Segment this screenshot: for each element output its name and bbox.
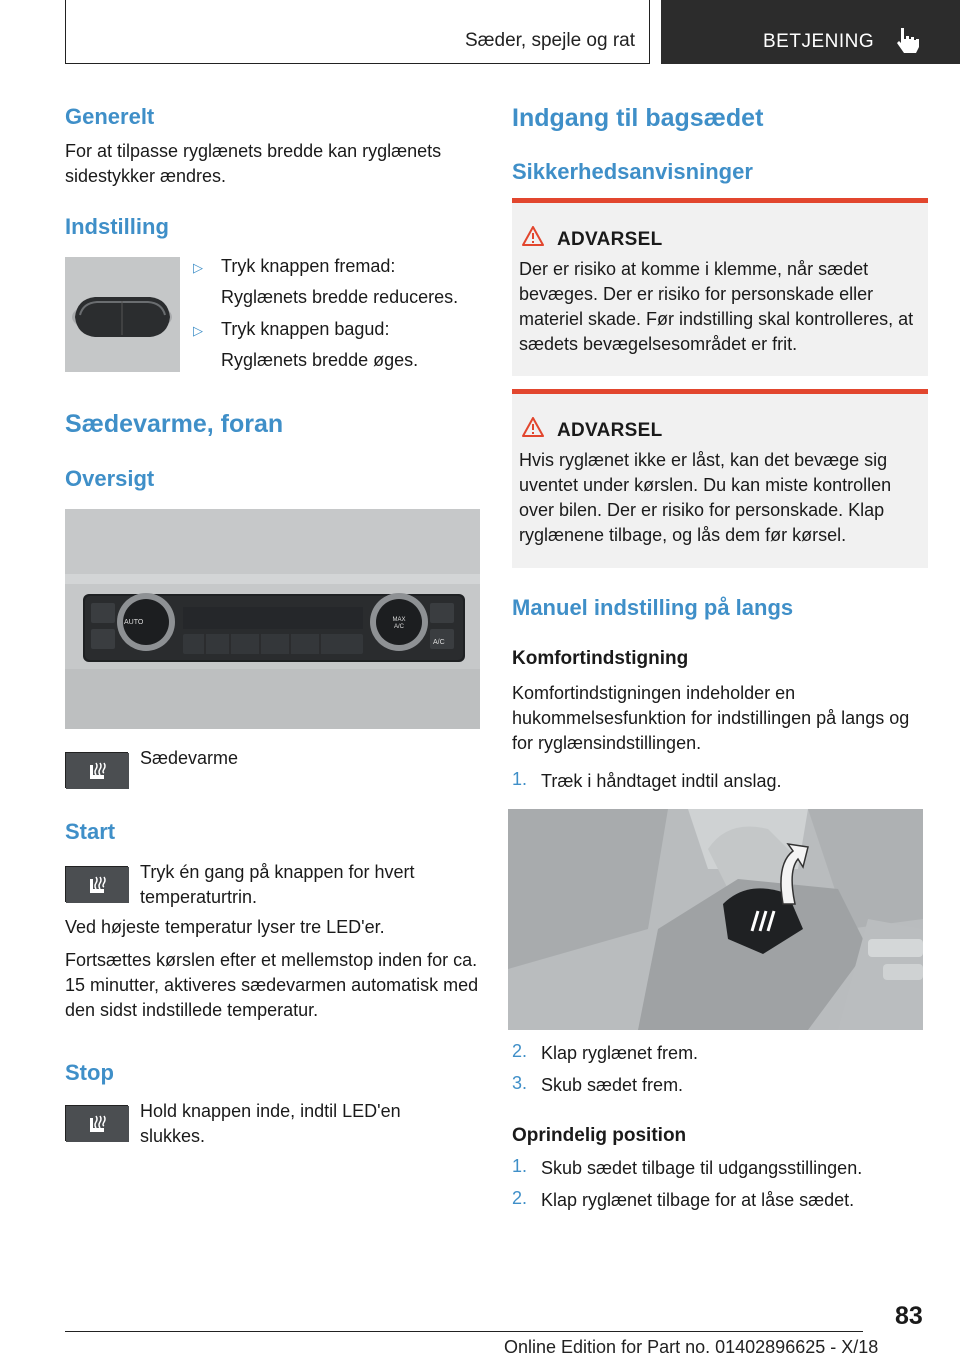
saedevarme-heading: Sædevarme, foran (65, 410, 284, 438)
start-paragraph-1: Ved højeste temperatur lyser tre LED'er. (65, 917, 385, 937)
oprindelig-heading: Oprindelig position (512, 1125, 687, 1146)
seat-heating-button-image (65, 752, 128, 788)
bullet-triangle: ▷ (193, 323, 203, 338)
step-number: 2. (512, 1188, 528, 1208)
warning-box-1 (512, 198, 928, 376)
warning-label-1: ADVARSEL (557, 229, 663, 250)
step-text: Træk i håndtaget indtil anslag. (541, 771, 782, 791)
stop-heading: Stop (65, 1060, 114, 1085)
header-chapter: Sæder, spejle og rat (464, 30, 635, 51)
oversigt-heading: Oversigt (65, 466, 155, 491)
panel-auto-label: AUTO (124, 619, 144, 626)
step-number: 3. (512, 1073, 528, 1093)
footer-divider (65, 1331, 863, 1332)
generelt-heading: Generelt (65, 104, 155, 129)
stop-text: Hold knappen inde, indtil LED'en slukkes. (140, 1101, 401, 1146)
seat-heating-button-image (65, 1105, 128, 1141)
backrest-button-image (65, 257, 180, 372)
step-text: Skub sædet frem. (541, 1075, 684, 1095)
komfort-heading: Komfortindstigning (512, 648, 689, 669)
warning-triangle-icon (522, 417, 544, 437)
climate-panel-image (65, 509, 480, 729)
step-number: 2. (512, 1041, 528, 1061)
start-heading: Start (65, 819, 116, 844)
indstilling-action-2: Tryk knappen bagud: (221, 319, 390, 339)
warning-text-2: Hvis ryglænet ikke er låst, kan det bevæge sig uventet under kørslen. Du kan miste kontrollen over bilen. Der er risiko for personskade. Klap ryglænene tilbage, og lås dem før kørsel. (519, 450, 892, 545)
indstilling-result-1: Ryglænets bredde reduceres. (221, 287, 459, 307)
start-text: Tryk én gang på knappen for hvert temperaturtrin. (140, 862, 415, 907)
step-number: 1. (512, 1156, 528, 1176)
sikkerhed-heading: Sikkerhedsanvisninger (512, 159, 753, 184)
seat-heating-button-image (65, 866, 128, 902)
header-chapter-box (65, 0, 650, 64)
step-text: Skub sædet tilbage til udgangsstillingen. (541, 1158, 863, 1178)
hand-pointer-icon (895, 26, 921, 54)
header-section: BETJENING (763, 31, 875, 52)
bullet-triangle: ▷ (193, 260, 203, 275)
warning-triangle-icon (522, 226, 544, 246)
indstilling-heading: Indstilling (65, 214, 169, 239)
step-text: Klap ryglænet frem. (541, 1043, 699, 1063)
indstilling-result-2: Ryglænets bredde øges. (221, 350, 419, 370)
seat-handle-image (508, 809, 923, 1030)
generelt-text: For at tilpasse ryglænets bredde kan ryglænets sidestykker ændres. (65, 141, 442, 186)
saedevarme-caption: Sædevarme (140, 748, 239, 768)
page-number: 83 (895, 1302, 923, 1330)
panel-ac-label: A/C (433, 639, 445, 646)
footer-edition: Online Edition for Part no. 01402896625 - X/18 (504, 1337, 879, 1357)
manuel-heading: Manuel indstilling på langs (512, 595, 794, 620)
header-section-box (661, 0, 960, 64)
indstilling-action-1: Tryk knappen fremad: (221, 256, 396, 276)
warning-text-1: Der er risiko at komme i klemme, når sædet bevæges. Der er risiko for personskade eller materiel skade. Før indstilling skal kontrolleres, at sædets bevægelsesområdet er frit. (519, 259, 914, 354)
step-number: 1. (512, 769, 528, 789)
indgang-heading: Indgang til bagsædet (512, 104, 764, 132)
warning-label-2: ADVARSEL (557, 420, 663, 441)
komfort-text: Komfortindstigningen indeholder en hukommelsesfunktion for indstillingen på langs og for ryglænsindstillingen. (512, 683, 910, 753)
step-text: Klap ryglænet tilbage for at låse sædet. (541, 1190, 855, 1210)
start-paragraph-2: Fortsættes kørslen efter et mellemstop inden for ca. 15 minutter, aktiveres sædevarmen automatisk med den sidst indstillede temperatur. (65, 950, 479, 1020)
warning-box-2 (512, 389, 928, 568)
panel-max-ac-label: MAX A/C (392, 617, 406, 630)
